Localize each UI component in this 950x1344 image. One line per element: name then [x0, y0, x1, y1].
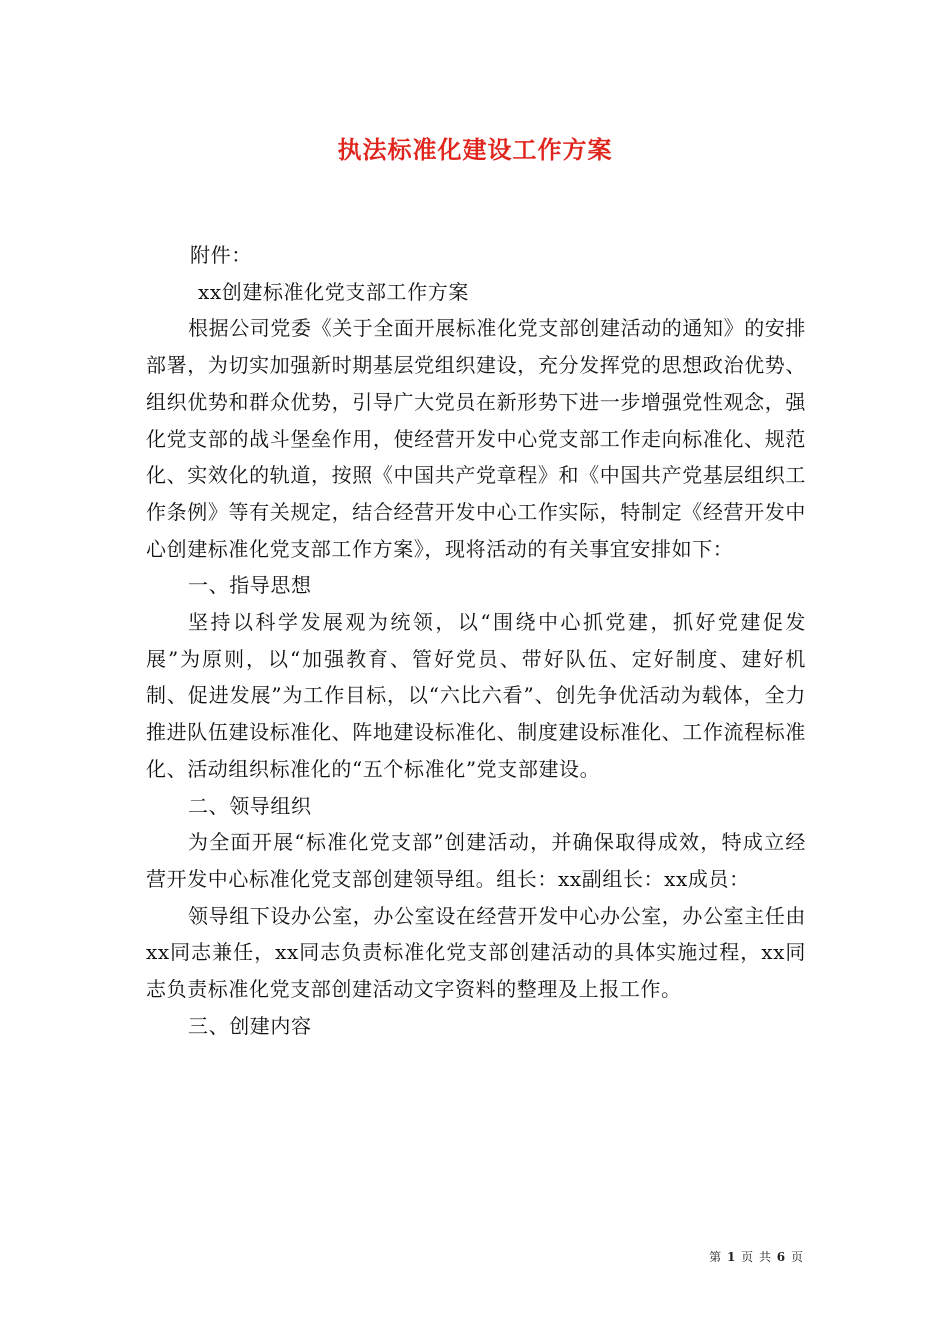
intro-paragraph: 根据公司党委《关于全面开展标准化党支部创建活动的通知》的安排部署，为切实加强新时期基层党组织建设，充分发挥党的思想政治优势、组织优势和群众优势，引导广大党员在新形势下进一步增强党性观念，强化党支部的战斗堡垒作用，使经营开发中心党支部工作走向标准化、规范化、实效化的轨道，按照《中国共产党章程》和《中国共产党基层组织工作条例》等有关规定，结合经营开发中心工作实际，特制定《经营开发中心创建标准化党支部工作方案》，现将活动的有关事宜安排如下：	[146, 316, 806, 561]
attachment-label: 附件：	[190, 243, 252, 267]
footer-total-pages: 6	[776, 1250, 787, 1264]
section-heading-guiding-ideology: 一、指导思想	[188, 573, 312, 598]
guiding-ideology-paragraph: 坚持以科学发展观为统领，以“围绕中心抓党建，抓好党建促发展”为原则，以“加强教育、管好党员、带好队伍、定好制度、建好机制、促进发展”为工作目标，以“六比六看”、创先争优活动为载体，全力推进队伍建设标准化、阵地建设标准化、制度建设标准化、工作流程标准化、活动组织标准化的“五个标准化”党支部建设。	[146, 610, 806, 781]
document-title: 执法标准化建设工作方案	[337, 135, 613, 164]
page-number-footer	[709, 1249, 804, 1265]
attachment-subtitle: xx创建标准化党支部工作方案	[198, 279, 469, 304]
leadership-paragraph: 为全面开展“标准化党支部”创建活动，并确保取得成效，特成立经营开发中心标准化党支部创建领导组。组长：xx副组长：xx成员：	[146, 830, 806, 891]
footer-prefix: 第	[709, 1250, 723, 1264]
footer-middle: 页 共	[741, 1250, 772, 1264]
footer-current-page: 1	[726, 1250, 737, 1264]
section-heading-content: 三、创建内容	[188, 1013, 312, 1038]
document-body	[146, 237, 806, 1044]
section-heading-leadership: 二、领导组织	[188, 793, 312, 818]
footer-suffix: 页	[790, 1250, 804, 1264]
office-paragraph: 领导组下设办公室，办公室设在经营开发中心办公室，办公室主任由xx同志兼任，xx同志负责标准化党支部创建活动的具体实施过程，xx同志负责标准化党支部创建活动文字资料的整理及上报工作。	[146, 903, 806, 1002]
